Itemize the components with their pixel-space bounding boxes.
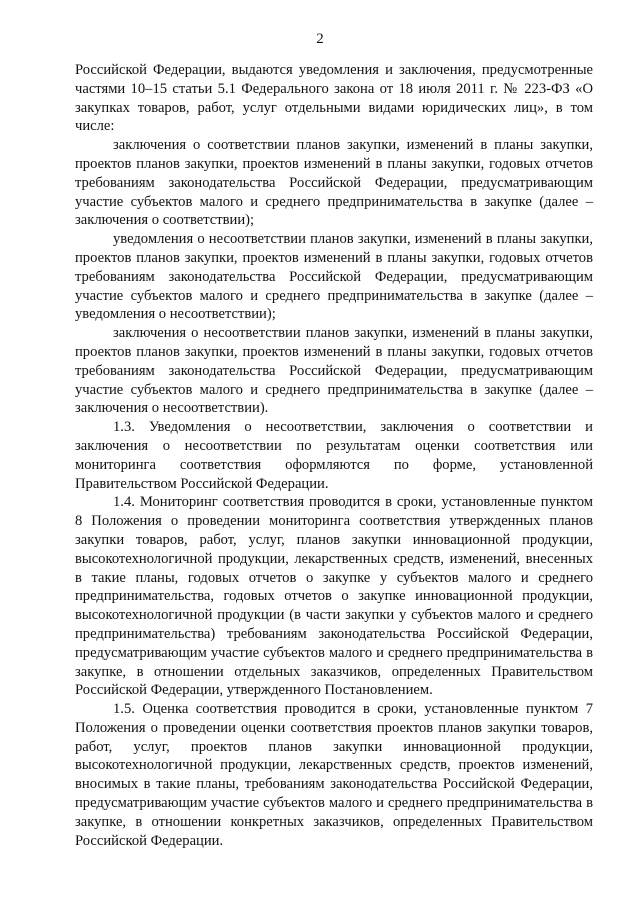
paragraph-1-4: 1.4. Мониторинг соответствия проводится в сроки, установленные пунктом 8 Положения о проведении мониторинга соответствия утвержденных планов закупки товаров, работ, услуг, планов закупки инновационной продукции, высокотехнологичной продукции, лекарственных средств, изменений, внесенных в такие планы, годовых отчетов о закупке у субъектов малого и среднего предпринимательства, годовых отчетов о закупке инновационной продукции, высокотехнологичной продукции (в части закупки у субъектов малого и среднего предпринимательства) требованиям законодательства Российской Федерации, предусматривающим участие субъектов малого и среднего предпринимательства в закупке, в отношении отдельных заказчиков, определенных Правительством Российской Федерации, утвержденного Постановлением.	[75, 494, 593, 699]
paragraph-continuation: Российской Федерации, выдаются уведомления и заключения, предусмотренные частями 10–15 статьи 5.1 Федерального закона от 18 июля 2011 г. № 223-ФЗ «О закупках товаров, работ, услуг отдельными видами юридических лиц», в том числе:	[75, 62, 593, 135]
paragraph-conformity-conclusions: заключения о соответствии планов закупки, изменений в планы закупки, проектов планов закупки, проектов изменений в планы закупки, годовых отчетов требованиям законодательства Российской Федерации, предусматривающим участие субъектов малого и среднего предпринимательства в закупке (далее – заключения о соответствии);	[75, 137, 593, 229]
paragraph-nonconformity-conclusions: заключения о несоответствии планов закупки, изменений в планы закупки, проектов планов закупки, проектов изменений в планы закупки, годовых отчетов требованиям законодательства Российской Федерации, предусматривающим участие субъектов малого и среднего предпринимательства в закупке (далее – заключения о несоответствии).	[75, 325, 593, 417]
paragraph-1-5: 1.5. Оценка соответствия проводится в сроки, установленные пунктом 7 Положения о проведении оценки соответствия проектов планов закупки товаров, работ, услуг, проектов планов закупки инновационной продукции, высокотехнологичной продукции, лекарственных средств, проектов изменений, вносимых в такие планы, требованиям законодательства Российской Федерации, предусматривающим участие субъектов малого и среднего предпринимательства в закупке, в отношении конкретных заказчиков, определенных Правительством Российской Федерации.	[75, 701, 593, 849]
paragraph-1-3: 1.3. Уведомления о несоответствии, заключения о соответствии и заключения о несоответствии по результатам оценки соответствия или мониторинга соответствия оформляются по форме, установленной Правительством Российской Федерации.	[75, 419, 593, 492]
page-number: 2	[316, 31, 324, 47]
document-body	[75, 61, 593, 850]
paragraph-nonconformity-notices: уведомления о несоответствии планов закупки, изменений в планы закупки, проектов планов закупки, проектов изменений в планы закупки, годовых отчетов требованиям законодательства Российской Федерации, предусматривающим участие субъектов малого и среднего предпринимательства в закупке (далее – уведомления о несоответствии);	[75, 231, 593, 323]
